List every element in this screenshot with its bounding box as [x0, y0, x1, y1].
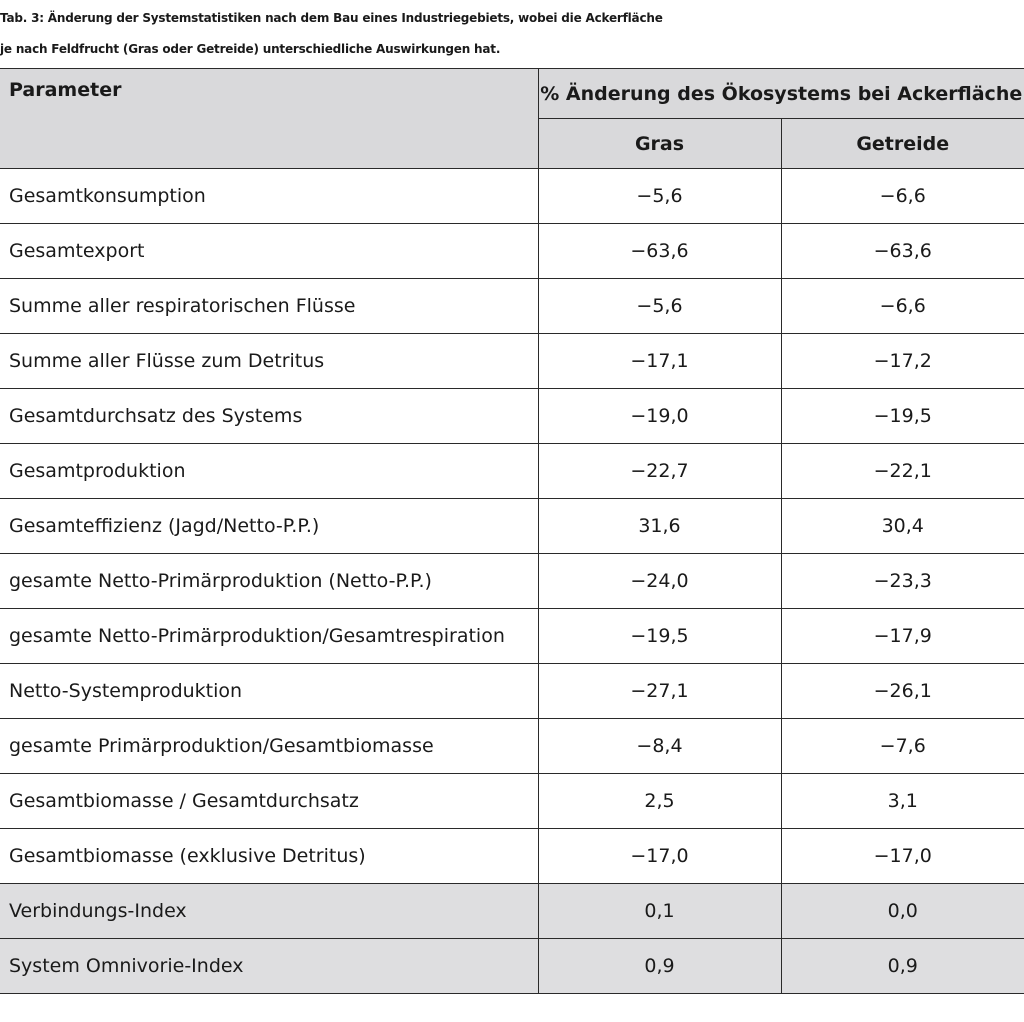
row-parameter: gesamte Netto-Primärproduktion/Gesamtrespiration [0, 609, 538, 664]
row-value-getreide: −63,6 [781, 224, 1024, 279]
row-value-gras: −22,7 [538, 444, 781, 499]
table-body [0, 169, 1024, 994]
header-getreide: Getreide [781, 119, 1024, 169]
row-value-gras: −8,4 [538, 719, 781, 774]
row-value-getreide: −19,5 [781, 389, 1024, 444]
row-value-getreide: −7,6 [781, 719, 1024, 774]
table-row [0, 664, 1024, 719]
row-parameter: Gesamteffizienz (Jagd/Netto-P.P.) [0, 499, 538, 554]
header-parameter: Parameter [0, 69, 538, 169]
row-value-gras: −5,6 [538, 279, 781, 334]
row-value-getreide: −22,1 [781, 444, 1024, 499]
table-row [0, 169, 1024, 224]
row-parameter: Summe aller respiratorischen Flüsse [0, 279, 538, 334]
statistics-table [0, 68, 1024, 994]
row-value-gras: −24,0 [538, 554, 781, 609]
table-row [0, 829, 1024, 884]
row-parameter: Gesamtexport [0, 224, 538, 279]
table-header [0, 69, 1024, 169]
table-row [0, 224, 1024, 279]
table-row [0, 719, 1024, 774]
row-parameter: Gesamtbiomasse (exklusive Detritus) [0, 829, 538, 884]
row-value-getreide: −17,2 [781, 334, 1024, 389]
row-value-gras: 0,1 [538, 884, 781, 939]
row-parameter: Gesamtproduktion [0, 444, 538, 499]
header-gras: Gras [538, 119, 781, 169]
row-value-gras: 2,5 [538, 774, 781, 829]
row-value-gras: −19,5 [538, 609, 781, 664]
row-parameter: Gesamtdurchsatz des Systems [0, 389, 538, 444]
row-value-gras: −17,0 [538, 829, 781, 884]
row-value-getreide: −17,9 [781, 609, 1024, 664]
table-row [0, 884, 1024, 939]
table-row [0, 774, 1024, 829]
row-value-gras: −19,0 [538, 389, 781, 444]
table-row [0, 554, 1024, 609]
row-value-getreide: 3,1 [781, 774, 1024, 829]
table-row [0, 279, 1024, 334]
row-value-getreide: −17,0 [781, 829, 1024, 884]
row-value-getreide: 30,4 [781, 499, 1024, 554]
row-value-gras: −63,6 [538, 224, 781, 279]
row-value-getreide: 0,9 [781, 939, 1024, 994]
row-parameter: Gesamtbiomasse / Gesamtdurchsatz [0, 774, 538, 829]
caption-line-2: je nach Feldfrucht (Gras oder Getreide) unterschiedliche Auswirkungen hat. [0, 42, 501, 56]
table-row [0, 609, 1024, 664]
row-value-gras: 0,9 [538, 939, 781, 994]
row-parameter: Summe aller Flüsse zum Detritus [0, 334, 538, 389]
header-change-group: % Änderung des Ökosystems bei Ackerfläche [538, 69, 1024, 119]
row-value-gras: −27,1 [538, 664, 781, 719]
row-value-getreide: −23,3 [781, 554, 1024, 609]
row-value-gras: −5,6 [538, 169, 781, 224]
row-value-getreide: −26,1 [781, 664, 1024, 719]
row-value-gras: 31,6 [538, 499, 781, 554]
table-caption [0, 3, 1024, 65]
row-value-getreide: −6,6 [781, 169, 1024, 224]
row-parameter: gesamte Primärproduktion/Gesamtbiomasse [0, 719, 538, 774]
row-parameter: Netto-Systemproduktion [0, 664, 538, 719]
table-row [0, 444, 1024, 499]
row-value-getreide: −6,6 [781, 279, 1024, 334]
row-parameter: gesamte Netto-Primärproduktion (Netto-P.P.) [0, 554, 538, 609]
caption-line-1: Tab. 3: Änderung der Systemstatistiken nach dem Bau eines Industriegebiets, wobei die Ackerfläche [0, 11, 663, 25]
row-value-gras: −17,1 [538, 334, 781, 389]
row-parameter: Verbindungs-Index [0, 884, 538, 939]
table-row [0, 334, 1024, 389]
table-row [0, 389, 1024, 444]
table-row [0, 939, 1024, 994]
row-parameter: System Omnivorie-Index [0, 939, 538, 994]
row-parameter: Gesamtkonsumption [0, 169, 538, 224]
row-value-getreide: 0,0 [781, 884, 1024, 939]
table-row [0, 499, 1024, 554]
